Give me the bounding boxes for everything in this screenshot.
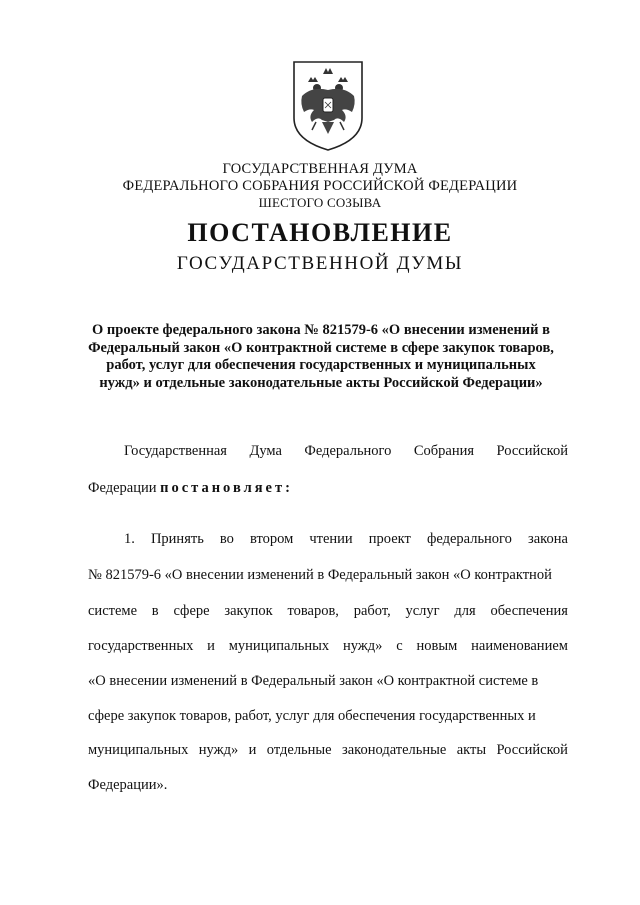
org-line-2: ФЕДЕРАЛЬНОГО СОБРАНИЯ РОССИЙСКОЙ ФЕДЕРАЦИИ (122, 178, 518, 194)
word: для (454, 603, 476, 619)
p1-line-2: № 821579-6 «О внесении изменений в Федеральный закон «О контрактной (88, 567, 552, 583)
word: во (219, 531, 234, 547)
org-line-3: ШЕСТОГО СОЗЫВА (258, 195, 382, 210)
word: Принять (150, 531, 204, 547)
word: нужд» (342, 638, 383, 654)
subject-line-3: работ, услуг для обеспечения государственных и муниципальных (106, 357, 536, 373)
word: новым (416, 638, 458, 654)
word: 1. (124, 531, 135, 547)
word: втором (249, 531, 294, 547)
p1-line-8: Федерации». (88, 777, 168, 793)
word: наименованием (471, 638, 568, 654)
subject-line-2: Федеральный закон «О контрактной системе в сфере закупок товаров, (88, 339, 554, 356)
russian-coat-of-arms-icon (290, 60, 366, 152)
p1-line-3 (88, 603, 568, 620)
document-subtype: ГОСУДАРСТВЕННОЙ ДУМЫ (176, 253, 464, 274)
word: отдельные (266, 742, 332, 758)
word: Федерального (304, 443, 392, 459)
word: закупок (224, 603, 273, 619)
p1-line-5: «О внесении изменений в Федеральный закон «О контрактной системе в (88, 673, 539, 689)
word: муниципальных (228, 638, 330, 654)
subject-heading (60, 322, 582, 392)
word: муниципальных (88, 742, 189, 758)
intro-line-1 (124, 443, 568, 460)
word: работ, (353, 603, 391, 619)
word: государственных (88, 638, 194, 654)
subject-line-1: О проекте федерального закона № 821579-6 «О внесении изменений в (92, 322, 550, 338)
word: и (248, 742, 257, 758)
word: Российской (496, 742, 568, 758)
word: в (151, 603, 159, 619)
document-type: ПОСТАНОВЛЕНИЕ (187, 218, 453, 247)
word: услуг (405, 603, 440, 619)
word: закона (527, 531, 568, 547)
p1-line-6: сфере закупок товаров, работ, услуг для обеспечения государственных и (88, 708, 536, 724)
word: Российской (496, 443, 568, 459)
word: Дума (249, 443, 282, 459)
word: проект (368, 531, 411, 547)
p1-line-4 (88, 638, 568, 655)
word: федерального (426, 531, 512, 547)
word: и (207, 638, 215, 654)
word: сфере (173, 603, 210, 619)
p1-line-7 (88, 742, 568, 759)
word: законодательные (342, 742, 447, 758)
word: Собрания (413, 443, 475, 459)
word: чтении (309, 531, 353, 547)
subject-line-4: нужд» и отдельные законодательные акты Российской Федерации» (99, 374, 543, 391)
word: с (396, 638, 403, 654)
resolves-word: постановляет: (160, 480, 293, 496)
word: нужд» (198, 742, 239, 758)
word: Государственная (124, 443, 227, 459)
word: системе (88, 603, 138, 619)
word: товаров, (287, 603, 339, 619)
intro-prefix: Федерации (88, 480, 161, 496)
word: обеспечения (490, 603, 568, 619)
org-line-1: ГОСУДАРСТВЕННАЯ ДУМА (222, 161, 418, 177)
intro-line-2 (88, 480, 293, 497)
p1-line-1 (124, 531, 568, 548)
word: акты (456, 742, 487, 758)
